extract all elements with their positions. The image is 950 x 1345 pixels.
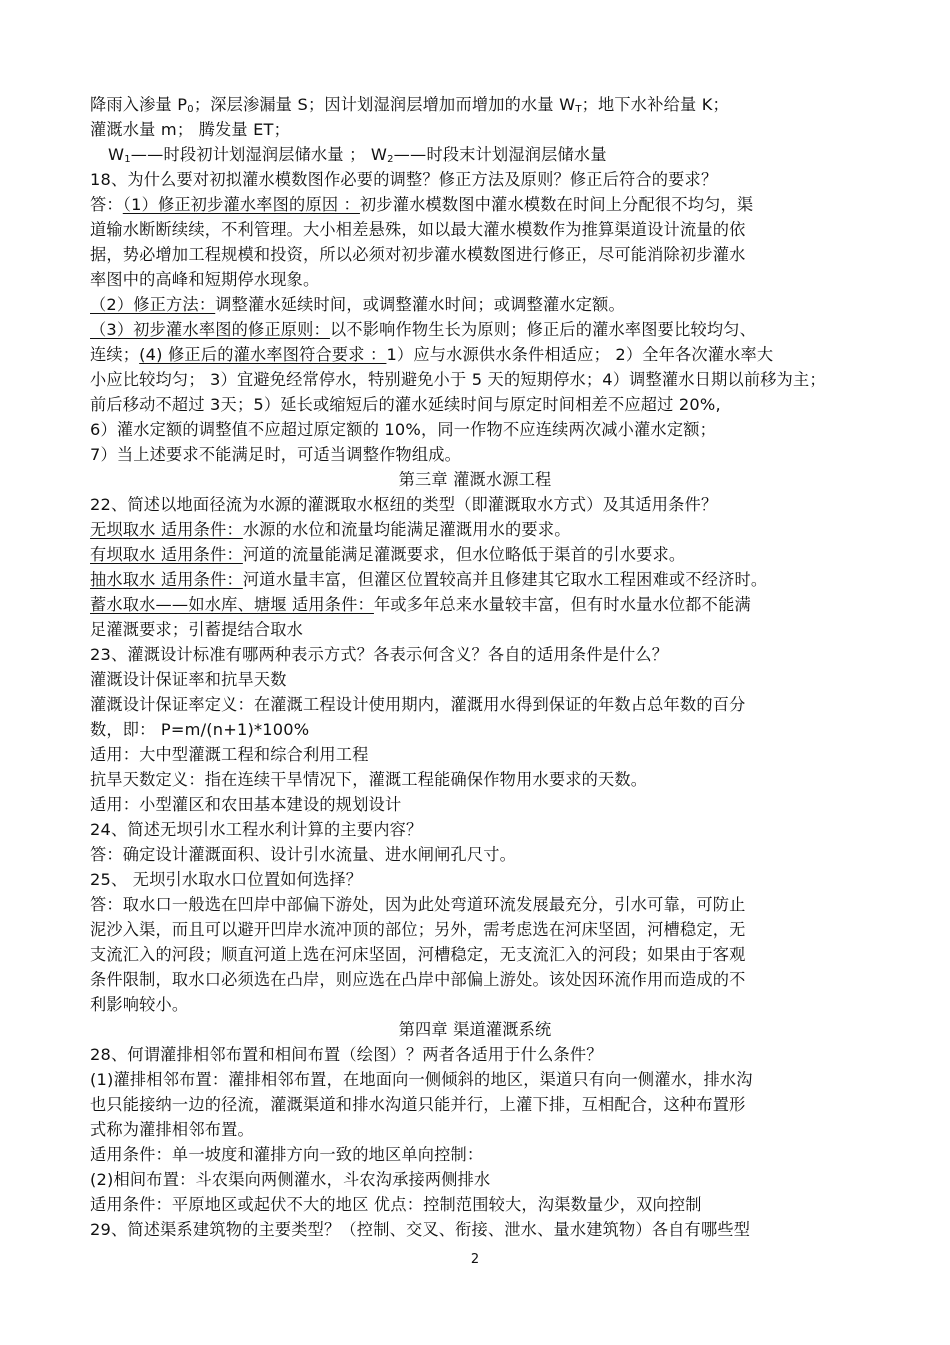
text-line: 小应比较均匀； 3）宜避免经常停水，特别避免小于 5 天的短期停水；4）调整灌水日期以前移为主；: [90, 370, 826, 389]
question-22: 22、简述以地面径流为水源的灌溉取水枢纽的类型（即灌溉取水方式）及其适用条件？: [90, 495, 718, 514]
text-line: 足灌溉要求；引蓄提结合取水: [90, 620, 304, 639]
text-line: 前后移动不超过 3天；5）延长或缩短后的灌水延续时间与原定时间相差不应超过 20%,: [90, 395, 721, 414]
text-line: 道输水断断续续，不利管理。大小相差悬殊，如以最大灌水模数作为推算渠道设计流量的依: [90, 220, 746, 239]
text-line: 也只能接纳一边的径流，灌溉渠道和排水沟道只能并行，上灌下排，互相配合，这种布置形: [90, 1095, 746, 1114]
chapter-heading: 第四章 渠道灌溉系统: [398, 1020, 552, 1039]
text-line: 答：确定设计灌溉面积、设计引水流量、进水闸闸孔尺寸。: [90, 845, 517, 864]
text-line: 抽水取水 适用条件：河道水量丰富，但灌区位置较高并且修建其它取水工程困难或不经济时。: [90, 570, 768, 589]
text-line: 利影响较小。: [90, 995, 189, 1014]
question-28: 28、何谓灌排相邻布置和相间布置（绘图）？两者各适用于什么条件？: [90, 1045, 603, 1064]
text-line: 率图中的高峰和短期停水现象。: [90, 270, 320, 289]
text-line: 灌溉设计保证率定义：在灌溉工程设计使用期内，灌溉用水得到保证的年数占总年数的百分: [90, 695, 746, 714]
text-line: 条件限制，取水口必须选在凸岸，则应选在凸岸中部偏上游处。该处因环流作用而造成的不: [90, 970, 746, 989]
text-line: 数，即： P=m/(n+1)*100%: [90, 720, 310, 739]
text-line: 有坝取水 适用条件：河道的流量能满足灌溉要求，但水位略低于渠首的引水要求。: [90, 545, 686, 564]
question-25: 25、 无坝引水取水口位置如何选择？: [90, 870, 363, 889]
text-line: 式称为灌排相邻布置。: [90, 1120, 254, 1139]
text-line: 适用：大中型灌溉工程和综合利用工程: [90, 745, 369, 764]
text-line: 答：（1）修正初步灌水率图的原因 ：初步灌水模数图中灌水模数在时间上分配很不均匀，渠: [90, 195, 754, 214]
text-line: 灌溉水量 m； 腾发量 ET；: [90, 120, 291, 139]
text-line: 据，势必增加工程规模和投资，所以必须对初步灌水模数图进行修正，尽可能消除初步灌水: [90, 245, 746, 264]
text-line: 6）灌水定额的调整值不应超过原定额的 10%，同一作物不应连续两次减小灌水定额；: [90, 420, 716, 439]
text-line: 抗旱天数定义：指在连续干旱情况下，灌溉工程能确保作物用水要求的天数。: [90, 770, 648, 789]
text-line: 降雨入渗量 $P_0$；深层渗漏量 S；因计划湿润层增加而增加的水量 $W_T$；地下水补给量 K；: [90, 95, 729, 115]
text-line: （3）初步灌水率图的修正原则：以不影响作物生长为原则；修正后的灌水率图要比较均匀、: [90, 320, 757, 339]
text-line: 适用：小型灌区和农田基本建设的规划设计: [90, 795, 402, 814]
text-line: 答：取水口一般选在凹岸中部偏下游处，因为此处弯道环流发展最充分，引水可靠，可防止: [90, 895, 746, 914]
text-line: 连续；(4) 修正后的灌水率图符合要求 ：1）应与水源供水条件相适应； 2）全年各次灌水率大: [90, 345, 774, 364]
question-24: 24、简述无坝引水工程水利计算的主要内容？: [90, 820, 423, 839]
text-line: （2）修正方法：调整灌水延续时间，或调整灌水时间；或调整灌水定额。: [90, 295, 625, 314]
text-line: 泥沙入渠，而且可以避开凹岸水流冲顶的部位；另外，需考虑选在河床坚固，河槽稳定，无: [90, 920, 746, 939]
question-18: 18、为什么要对初拟灌水模数图作必要的调整？修正方法及原则？修正后符合的要求？: [90, 170, 718, 189]
text-line: 适用条件：单一坡度和灌排方向一致的地区单向控制：: [90, 1145, 484, 1164]
text-line: 7）当上述要求不能满足时，可适当调整作物组成。: [90, 445, 462, 464]
text-line: (1)灌排相邻布置：灌排相邻布置，在地面向一侧倾斜的地区，渠道只有向一侧灌水，排水沟: [90, 1070, 753, 1089]
text-line: 蓄水取水——如水库、塘堰 适用条件：年或多年总来水量较丰富，但有时水量水位都不能满: [90, 595, 751, 614]
text-line: (2)相间布置：斗农渠向两侧灌水，斗农沟承接两侧排水: [90, 1170, 491, 1189]
page-number: 2: [470, 1252, 480, 1267]
question-23: 23、灌溉设计标准有哪两种表示方式？各表示何含义？各自的适用条件是什么？: [90, 645, 669, 664]
text-line: 无坝取水 适用条件：水源的水位和流量均能满足灌溉用水的要求。: [90, 520, 571, 539]
text-line: 适用条件：平原地区或起伏不大的地区 优点：控制范围较大，沟渠数量少，双向控制: [90, 1195, 702, 1214]
text-line: $W_1——$时段初计划湿润层储水量 ； $W_2——$时段末计划湿润层储水量: [108, 145, 607, 165]
text-line: 支流汇入的河段；顺直河道上选在河床坚固，河槽稳定，无支流汇入的河段；如果由于客观: [90, 945, 746, 964]
chapter-heading: 第三章 灌溉水源工程: [398, 470, 552, 489]
text-line: 灌溉设计保证率和抗旱天数: [90, 670, 287, 689]
question-29: 29、简述渠系建筑物的主要类型？（控制、交叉、衔接、泄水、量水建筑物）各自有哪些型: [90, 1220, 751, 1239]
